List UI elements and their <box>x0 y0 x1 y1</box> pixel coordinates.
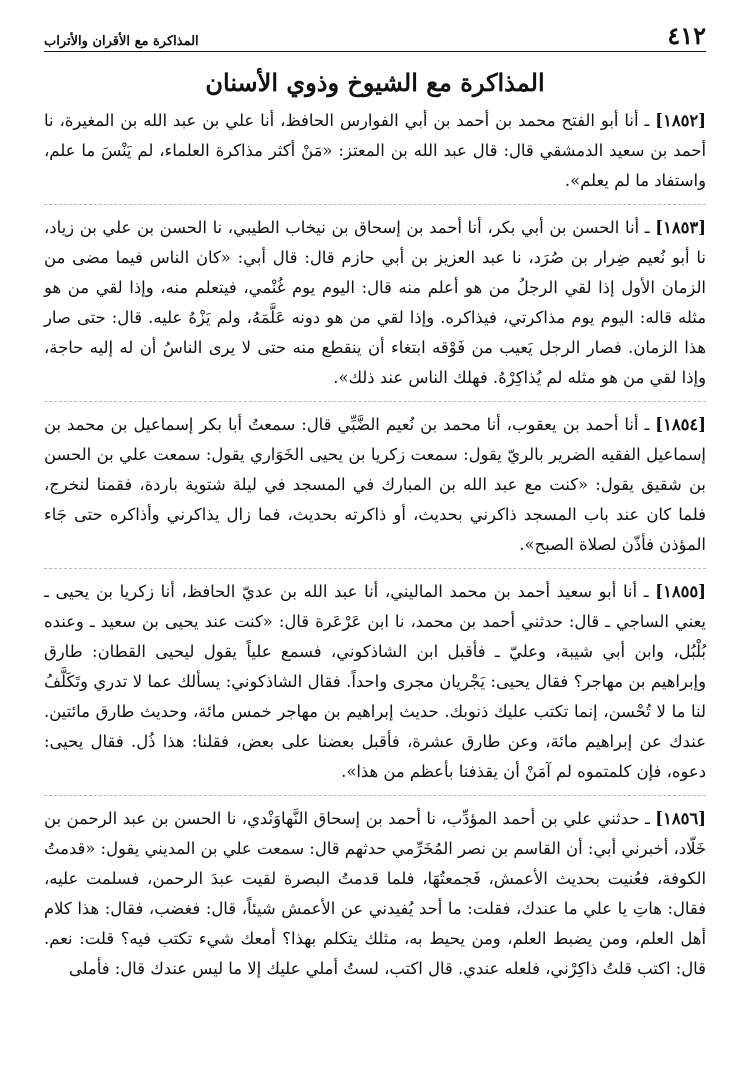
entry-number: [١٨٥٢] <box>655 110 706 130</box>
entry-number: [١٨٥٥] <box>655 581 706 601</box>
entry-number: [١٨٥٣] <box>655 217 706 237</box>
running-title: المذاكرة مع الأقران والأتراب <box>44 34 199 49</box>
hadith-entry-1853 <box>44 213 706 393</box>
entry-divider <box>44 401 706 402</box>
chapter-title: المذاكرة مع الشيوخ وذوي الأسنان <box>205 68 545 97</box>
entry-divider <box>44 568 706 569</box>
hadith-entry-1856 <box>44 804 706 984</box>
page-header <box>44 18 706 52</box>
entry-divider <box>44 795 706 796</box>
hadith-entry-1854 <box>44 410 706 560</box>
entry-number: [١٨٥٦] <box>655 808 706 828</box>
entry-text: ـ أنا أحمد بن يعقوب، أنا محمد بن نُعيم الضَّبِّي قال: سمعتُ أبا بكر إسماعيل بن محمد بن إسماعيل الفقيه الضرير بالريّ يقول: سمعت زكريا بن يحيى الخَوَاري يقول: سمعت علي بن الحسن بن شقيق يقول: «كنت مع عبد الله بن المبارك في المسجد في ليلة شتوية باردة، فقمنا لنخرج، فلما كان عند باب المسجد ذاكرني بحديث، أو ذاكرته بحديث، فما زال يذاكرني وأذاكره حتى جَاء المؤذن فأذّن لصلاة الصبح». <box>44 414 706 554</box>
entry-text: ـ حدثني علي بن أحمد المؤدِّب، نا أحمد بن إسحاق النَّهاوَنْدي، نا الحسن بن عبد الرحمن بن خَلّاد، أخبرني أبي: أن القاسم بن نصر المُخَرِّمي حدثهم قال: سمعت علي بن المديني يقول: «قدمتُ الكوفة، فعُنيت بحديث الأعمش، فَجمعتُهَا، فلما قدمتُ البصرة لقيت عبدَ الرحمن، فسلمت عليه، فقال: هاتِ يا علي ما عندك، فقلت: ما أحد يُفيدني عن الأعمش شيئاً، قال: فغضب، فقال: هذا كلام أهل العلم، ومن يضبط العلم، ومن يحيط به، مثلك يتكلم بهذا؟ أمعك شيء تكتب فيه؟ قلت: نعم. قال: اكتب قلتُ ذاكِرْني، فلعله عندي. قال اكتب، لستُ أملي عليك إلا ما ليس عندك قال: فأملى <box>44 808 706 978</box>
entry-number: [١٨٥٤] <box>655 414 706 434</box>
entry-text: ـ أنا أبو سعيد أحمد بن محمد الماليني، أنا عبد الله بن عديّ الحافظ، أنا زكريا بن يحيى ـ يعني الساجي ـ قال: حدثني أحمد بن محمد، نا ابن عَرْعَرة قال: «كنت عند يحيى بن سعيد ـ وعنده بُلْبُل، وابن أبي شيبة، وعليّ ـ فأقبل ابن الشاذكوني، فسمع علياً يقول ليحيى القطان: طارق وإبراهيم بن مهاجر؟ فقال يحيى: يَجْريان مجرى واحداً. فقال الشاذكوني: يسألك عما لا تدري وتَكَلَّفُ لنا ما لا تُحْسن، إنما تكتب عليك ذنوبك. حديث إبراهيم بن مهاجر خمس مائة، وحديث طارق مائتين. عندك عن إبراهيم مائة، وعن طارق عشرة، فأقبل بعضنا على بعض، فقلنا: هذا ذُل. فقال يحيى: دعوه، فإن كلمتموه لم آمَنْ أن يقذفنا بأعظم من هذا». <box>44 581 706 781</box>
entry-text: ـ أنا الحسن بن أبي بكر، أنا أحمد بن إسحاق بن نيخاب الطيبي، نا الحسن بن علي بن زياد، نا أبو نُعيم ضِرار بن صُرَد، نا عبد العزيز بن أبي حازم قال: قال أبي: «كان الناس فيما مضى من الزمان الأول إذا لقي الرجلُ من هو أعلم منه قال: اليوم يوم غُنْمي، فيتعلم منه، وإذا لقي من هو مثله قاله: اليوم يوم مذاكرتي، فيذاكره. وإذا لقي من هو دونه عَلَّمَهُ، ولم يَزْهُ عليه. قال: حتى صار هذا الزمان. فصار الرجل يَعيب من فَوْقه ابتغاء أن ينقطع منه حتى لا يرى الناسُ أن له إليه حاجة، وإذا لقي من هو مثله لم يُذاكِرْهُ. فهلك الناس عند ذلك». <box>44 217 706 387</box>
entry-divider <box>44 204 706 205</box>
hadith-entry-1855 <box>44 577 706 787</box>
entry-text: ـ أنا أبو الفتح محمد بن أحمد بن أبي الفوارس الحافظ، أنا علي بن عبد الله بن المغيرة، نا أحمد بن سعيد الدمشقي قال: قال عبد الله بن المعتز: «مَنْ أكثر مذاكرة العلماء، لم يَنْسَ ما علم، واستفاد ما لم يعلم». <box>44 110 706 190</box>
page-number: ٤١٢ <box>667 21 706 50</box>
hadith-entry-1852 <box>44 106 706 196</box>
